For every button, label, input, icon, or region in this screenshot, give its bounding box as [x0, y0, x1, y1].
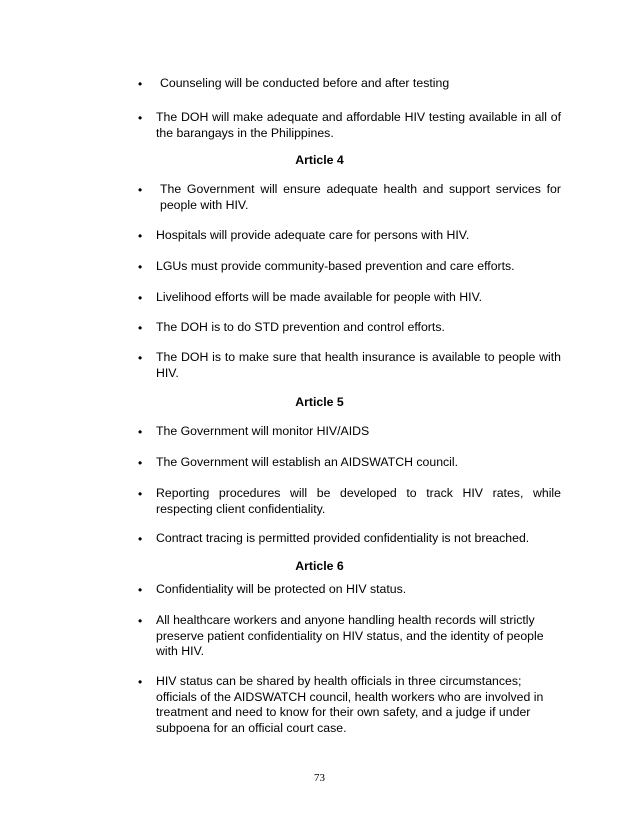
list-item-text: Confidentiality will be protected on HIV status. [156, 582, 407, 596]
list-item-text: All healthcare workers and anyone handling health records will strictly preserve patient confidentiality on HIV status, and the identity of people with HIV. [156, 613, 544, 658]
list-item-text: HIV status can be shared by health officials in three circumstances; officials of the AIDSWATCH council, health workers who are involved in treatment and need to know for their own safety, and a judge if under subpoena for an official court case. [156, 674, 544, 735]
article-5-heading: Article 5 [295, 395, 344, 409]
bullet-icon: • [138, 111, 143, 125]
bullet-icon: • [138, 229, 143, 243]
article-6-heading: Article 6 [295, 559, 344, 573]
bullet-icon: • [138, 487, 143, 501]
bullet-icon: • [138, 260, 143, 274]
article-4-heading: Article 4 [295, 153, 344, 167]
bullet-icon: • [138, 675, 143, 689]
bullet-icon: • [138, 425, 143, 439]
list-item-text: The Government will monitor HIV/AIDS [156, 424, 370, 438]
bullet-icon: • [138, 321, 143, 335]
bullet-icon: • [138, 183, 143, 197]
list-item-text: The DOH will make adequate and affordable HIV testing available in all of the barangays in the Philippines. [156, 110, 561, 140]
list-item-text: The DOH is to do STD prevention and control efforts. [156, 320, 445, 334]
bullet-icon: • [138, 532, 143, 546]
list-item-text: The Government will ensure adequate health and support services for people with HIV. [160, 182, 561, 212]
list-item-text: Contract tracing is permitted provided confidentiality is not breached. [156, 531, 530, 545]
bullet-icon: • [138, 351, 143, 365]
list-item-text: LGUs must provide community-based prevention and care efforts. [156, 259, 515, 273]
list-item-text: Reporting procedures will be developed to track HIV rates, while respecting client confidentiality. [156, 486, 561, 516]
list-item-text: The DOH is to make sure that health insurance is available to people with HIV. [156, 350, 561, 380]
bullet-icon: • [138, 291, 143, 305]
list-item-text: Livelihood efforts will be made available for people with HIV. [156, 290, 483, 304]
bullet-icon: • [138, 77, 143, 91]
list-item-text: Hospitals will provide adequate care for persons with HIV. [156, 228, 470, 242]
bullet-icon: • [138, 614, 143, 628]
list-item-text: The Government will establish an AIDSWATCH council. [156, 455, 459, 469]
bullet-icon: • [138, 583, 143, 597]
list-item-text: Counseling will be conducted before and after testing [160, 76, 450, 90]
bullet-icon: • [138, 456, 143, 470]
page-number: 73 [314, 772, 325, 784]
